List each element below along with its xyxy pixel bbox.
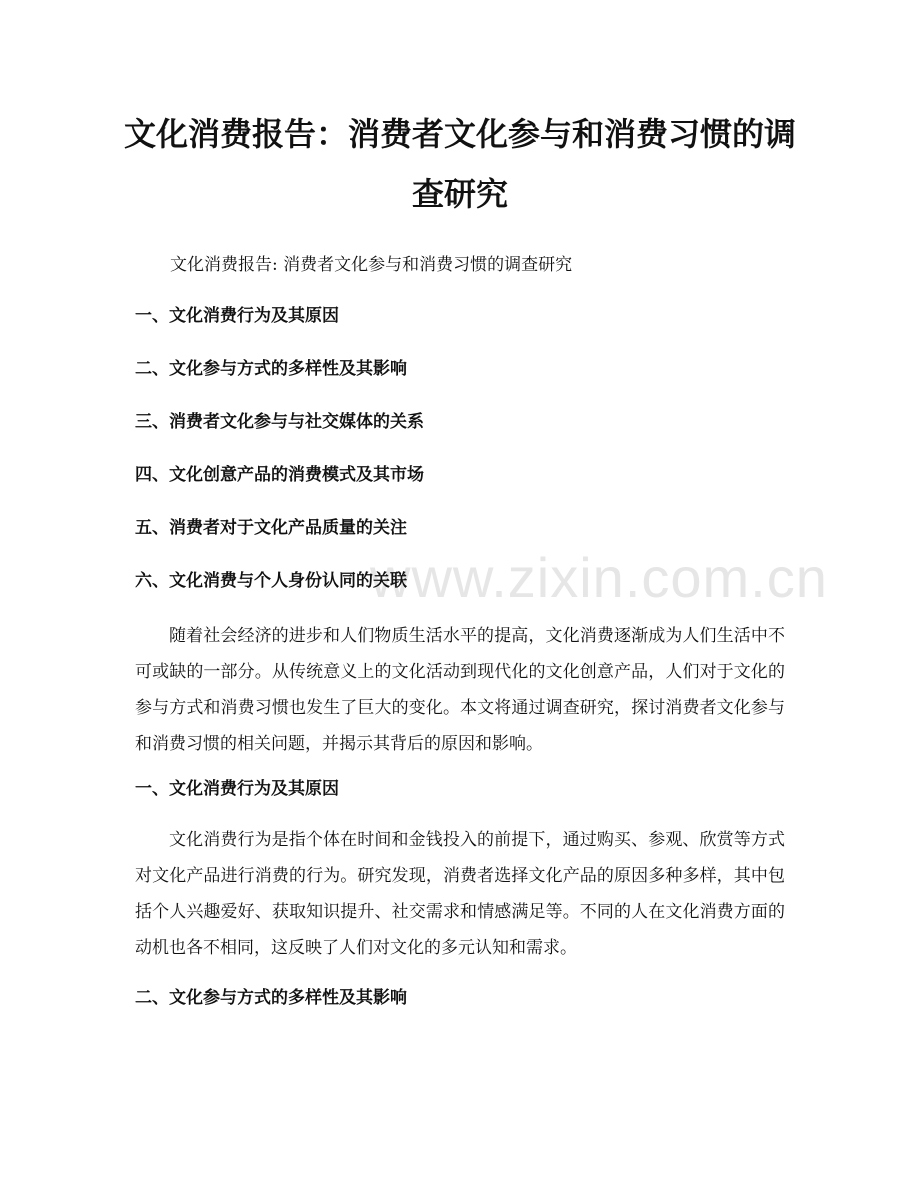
intro-paragraph: 随着社会经济的进步和人们物质生活水平的提高，文化消费逐渐成为人们生活中不可或缺的一部分。从传统意义上的文化活动到现代化的文化创意产品，人们对于文化的参与方式和消费习惯也发生了巨大的变化。本文将通过调查研究，探讨消费者文化参与和消费习惯的相关问题，并揭示其背后的原因和影响。 [135,626,785,754]
document-title: 文化消费报告：消费者文化参与和消费习惯的调查研究 [123,115,796,213]
section-2-heading: 二、文化参与方式的多样性及其影响 [135,988,407,1008]
toc-item-4: 四、文化创意产品的消费模式及其市场 [135,465,424,485]
document-subtitle: 文化消费报告: 消费者文化参与和消费习惯的调查研究 [170,255,573,275]
section-1-paragraph: 文化消费行为是指个体在时间和金钱投入的前提下，通过购买、参观、欣赏等方式对文化产品进行消费的行为。研究发现，消费者选择文化产品的原因多种多样，其中包括个人兴趣爱好、获取知识提升、社交需求和情感满足等。不同的人在文化消费方面的动机也各不相同，这反映了人们对文化的多元认知和需求。 [135,830,785,958]
section-1-heading: 一、文化消费行为及其原因 [135,779,339,799]
toc-item-1: 一、文化消费行为及其原因 [135,306,339,326]
toc-item-6: 六、文化消费与个人身份认同的关联 [135,571,407,591]
toc-item-2: 二、文化参与方式的多样性及其影响 [135,359,407,379]
watermark: www.zixin.com.cn [370,546,828,609]
toc-item-3: 三、消费者文化参与与社交媒体的关系 [135,412,424,432]
toc-item-5: 五、消费者对于文化产品质量的关注 [135,518,407,538]
